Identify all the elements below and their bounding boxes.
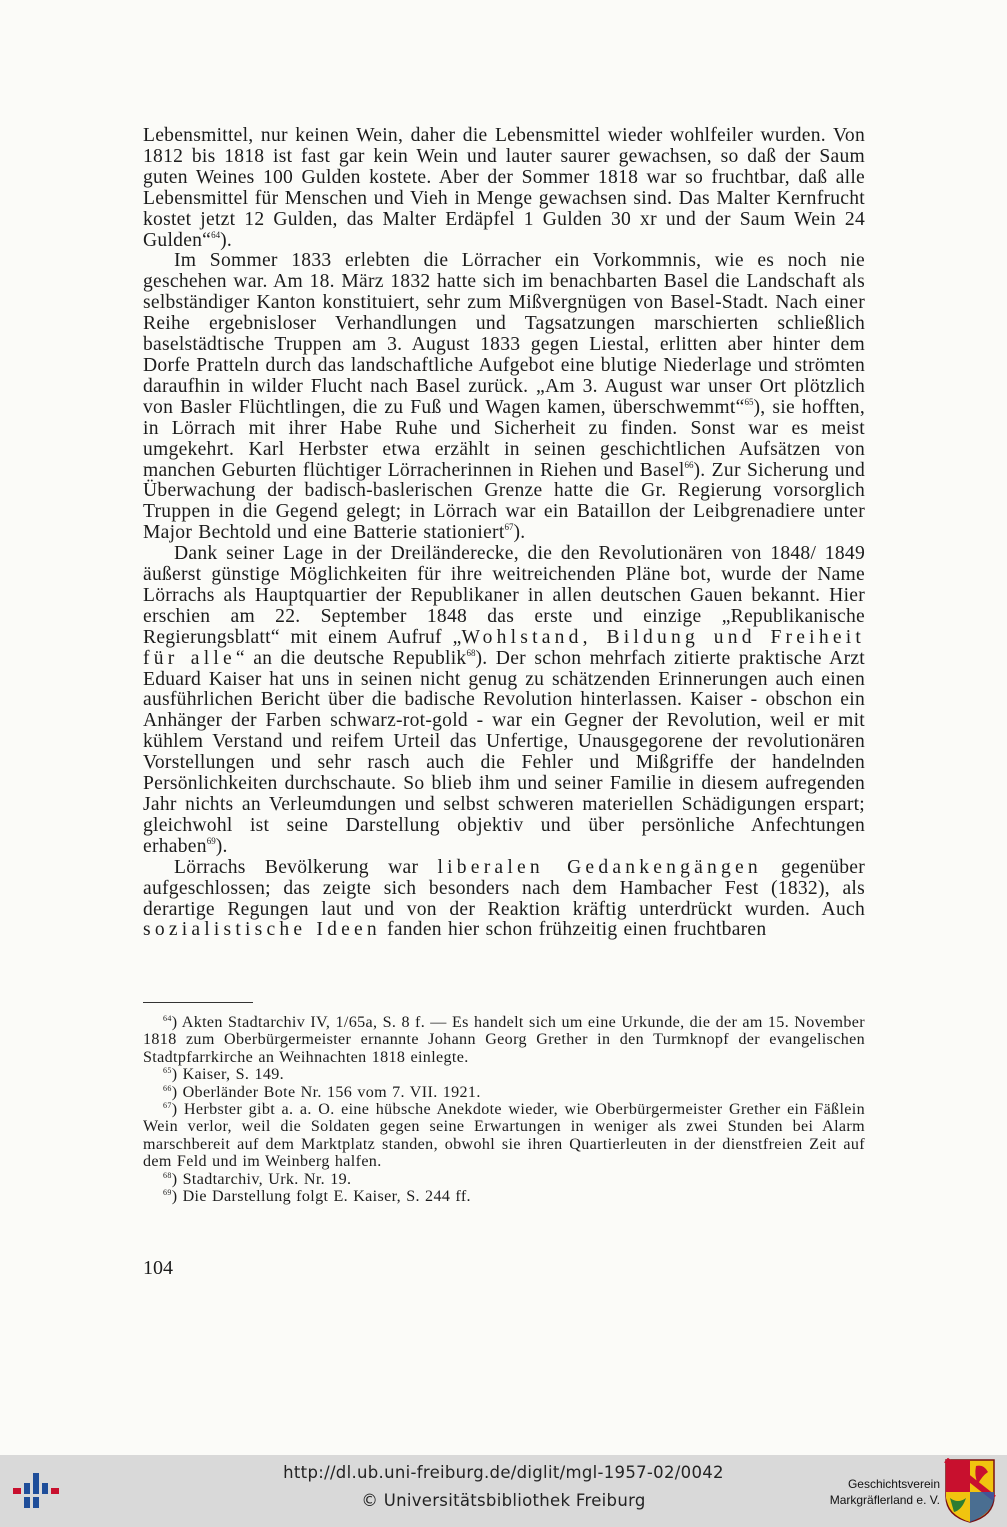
permalink-url[interactable]: http://dl.ub.uni-freiburg.de/diglit/mgl-1957-02/0042: [283, 1463, 724, 1482]
footnote-ref[interactable]: 64: [211, 229, 221, 240]
footnote-ref[interactable]: 66: [684, 459, 694, 470]
footnote-ref[interactable]: 65: [744, 396, 754, 407]
copyright-notice: © Universitätsbibliothek Freiburg: [361, 1491, 646, 1510]
paragraph-1: Lebensmittel, nur keinen Wein, daher die Lebensmittel wieder wohlfeiler wurden. Von 1812 bis 1818 ist fast gar kein Wein und lauter saurer gewachsen, so daß der Saum guten Weines 100 Gulden kostete. Aber der Sommer 1818 war so fruchtbar, daß alle Lebensmittel für Menschen und Vieh in Menge gewachsen sind. Das Malter Kernfrucht kostet jetzt 12 Gulden, das Malter Erdäpfel 1 Gulden 30 xr und der Saum Wein 24 Gulden“$^{64}$).: [143, 125, 865, 251]
emphasis-spaced: Wohlstand, Bildung und Freiheit für alle: [143, 626, 866, 669]
paragraph-4: Lörrachs Bevölkerung war liberalen Gedankengängen gegenüber aufgeschlossen; das zeigte sich besonders nach dem Hambacher Fest (1832), als derartige Regungen laut und von der Reaktion kräftig unterdrückt wurden. Auch sozialistische Ideen fanden hier schon frühzeitig einen fruchtbaren: [143, 856, 866, 941]
page-number: 104: [143, 1257, 173, 1279]
society-name: Geschichtsverein Markgräflerland e. V.: [829, 1477, 940, 1507]
footnote-ref[interactable]: 67: [504, 522, 514, 533]
footnote-68: $^{68}$) Stadtarchiv, Urk. Nr. 19.: [163, 1170, 352, 1188]
paragraph-2: Im Sommer 1833 erlebten die Lörracher ein Vorkommnis, wie es noch nie geschehen war. Am 18. März 1832 hatte sich im benachbarten Basel die Landschaft als selbständiger Kanton konstituiert, sehr zum Mißvergnügen von Basel-Stadt. Nach einer Reihe ergebnisloser Verhandlungen und Tagsatzungen marschierten schließlich baselstädtische Truppen am 3. August 1833 gegen Liestal, erlitten aber hinter dem Dorfe Pratteln durch das landschaftliche Aufgebot eine blutige Niederlage und strömten daraufhin in wilder Flucht nach Basel zurück. „Am 3. August war unser Ort plötzlich von Basler Flüchtlingen, die zu Fuß und Wagen kamen, überschwemmt“$^{65}$), sie hofften, in Lörrach mit ihrer Habe Ruhe und Sicherheit zu finden. Sonst war es meist umgekehrt. Karl Herbster etwa erzählt in seinen geschichtlichen Aufsätzen von manchen Geburten flüchtiger Lörracherinnen in Riehen und Basel$^{66}$). Zur Sicherung und Überwachung der badisch-baslerischen Grenze hatte die Gr. Regierung vorsorglich Truppen in die Gegend gelegt; in Lörrach war ein Bataillon der Leibgrenadiere unter Major Bechtold und eine Batterie stationiert$^{67}$).: [143, 250, 866, 544]
footnote-divider: [143, 1002, 253, 1003]
footnote-66: $^{66}$) Oberländer Bote Nr. 156 vom 7. VII. 1921.: [163, 1083, 481, 1101]
footnote-67: $^{67}$) Herbster gibt a. a. O. eine hübsche Anekdote wieder, wie Oberbürgermeister Grether ein Fäßlein Wein verlor, weil die Soldaten gegen seine Erwartungen in weniger als zwei Stunden bei Alarm marschbereit auf dem Marktplatz standen, obwohl sie ihren Quartierleuten in der dienstfreien Zeit auf dem Feld und im Weinberg halfen.: [143, 1101, 865, 1171]
footnote-ref[interactable]: 68: [466, 647, 476, 658]
footnote-65: $^{65}$) Kaiser, S. 149.: [163, 1066, 285, 1084]
footnote-64: $^{64}$) Akten Stadtarchiv IV, 1/65a, S. 8 f. — Es handelt sich um eine Urkunde, die der am 15. November 1818 zum Oberbürgermeister ernannte Johann Georg Grether in den Turmknopf der evangelischen Stadtpfarrkirche an Weihnachten 1818 einlegte.: [143, 1014, 865, 1066]
footnote-ref[interactable]: 69: [206, 835, 216, 846]
emphasis-spaced: sozialistische Ideen: [143, 919, 381, 941]
footer-bar: [0, 1455, 1007, 1527]
paragraph-3: Dank seiner Lage in der Dreiländerecke, die den Revolutionären von 1848/ 1849 äußerst günstige Möglichkeiten für ihre weitreichenden Pläne bot, wurde der Name Lörrachs als Hauptquartier der Republikaner in allen deutschen Gauen bekannt. Hier erschien am 22. September 1848 das erste und einzige „Republikanische Regierungsblatt“ mit einem Aufruf „Wohlstand, Bildung und Freiheit für alle“ an die deutsche Republik$^{68}$). Der schon mehrfach zitierte praktische Arzt Eduard Kaiser hat uns in seinen nicht genug zu schätzenden Erinnerungen auch einen ausführlichen Bericht über die badische Revolution hinterlassen. Kaiser - obschon ein Anhänger der Farben schwarz-rot-gold - war ein Gegner der Revolution, weil er mit kühlem Verstand und reifem Urteil das Unfertige, Unausgegorene der revolutionären Vorstellungen und sehr rasch auch die Fehler und Mißgriffe der handelnden Persönlichkeiten durchschaute. So blieb ihm und seiner Familie in diesem aufregenden Jahr nichts an Verleumdungen und selbst schweren materiellen Schädigungen erspart; gleichwohl ist seine Darstellung objektiv und über persönliche Anfechtungen erhaben$^{69}$).: [143, 543, 866, 857]
footnotes: [143, 1014, 865, 1205]
emphasis-spaced: liberalen Gedankengängen: [437, 856, 762, 878]
main-text: [143, 126, 865, 941]
coat-of-arms-icon[interactable]: [944, 1458, 996, 1524]
footnote-69: $^{69}$) Die Darstellung folgt E. Kaiser, S. 244 ff.: [163, 1188, 471, 1206]
